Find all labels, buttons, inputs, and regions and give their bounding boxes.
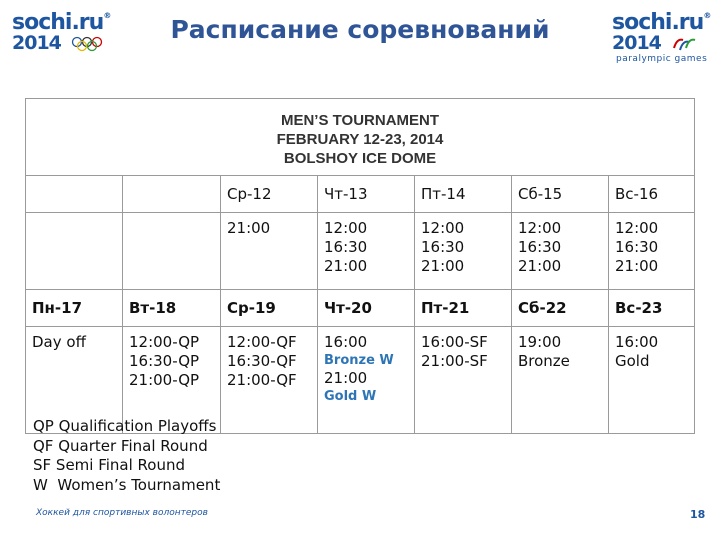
- time: 21:00: [615, 257, 659, 275]
- page-number: 18: [690, 508, 706, 521]
- time: 21:00-SF: [421, 352, 488, 370]
- day-header: Пт-14: [415, 176, 512, 213]
- legend-item: W Women’s Tournament: [33, 475, 221, 494]
- time: 12:00-QF: [227, 333, 297, 351]
- time: 21:00: [421, 257, 465, 275]
- time: 21:00-QF: [227, 371, 297, 389]
- legend-item: SF Semi Final Round: [33, 456, 186, 474]
- empty-cell: [123, 213, 221, 290]
- week1-times-row: [26, 213, 695, 290]
- times-cell: [609, 213, 695, 290]
- women-event-label: Bronze W: [324, 353, 394, 368]
- times-cell: [415, 213, 512, 290]
- times-cell: [415, 327, 512, 434]
- time: 16:30-QP: [129, 352, 200, 370]
- time: 16:30-QF: [227, 352, 297, 370]
- time: 16:00: [324, 333, 368, 351]
- time: 21:00: [518, 257, 562, 275]
- day-off-label: Day off: [32, 333, 86, 351]
- time: 16:30: [615, 238, 659, 256]
- legend-item: QF Quarter Final Round: [33, 436, 208, 455]
- logo-right-line2: 2014: [612, 32, 661, 54]
- olympic-rings-icon: [71, 36, 111, 52]
- time: 12:00: [421, 219, 465, 237]
- legend-item: QP Qualification Playoffs: [33, 417, 217, 435]
- times-cell: [221, 213, 318, 290]
- time: 16:30: [421, 238, 465, 256]
- time: 12:00: [518, 219, 562, 237]
- day-header: Ср-12: [221, 176, 318, 213]
- day-header: Вс-23: [609, 290, 695, 327]
- women-event-label: Gold W: [324, 389, 377, 404]
- day-header: Вс-16: [609, 176, 695, 213]
- times-cell: [609, 327, 695, 434]
- paralympic-agitos-icon: [671, 36, 697, 52]
- time: 21:00: [324, 369, 368, 387]
- empty-cell: [123, 176, 221, 213]
- week2-days-row: [26, 290, 695, 327]
- empty-cell: [26, 176, 123, 213]
- tournament-title: MEN’S TOURNAMENT: [280, 111, 440, 129]
- schedule-table: [25, 98, 695, 434]
- time: 21:00: [324, 257, 368, 275]
- logo-left-line2: 2014: [12, 32, 61, 54]
- times-cell: [318, 213, 415, 290]
- times-cell: [318, 327, 415, 434]
- tournament-header: [26, 99, 695, 176]
- times-cell: [512, 213, 609, 290]
- logo-right-line1: sochi.ru: [612, 10, 704, 35]
- times-cell: [512, 327, 609, 434]
- times-cell: [221, 327, 318, 434]
- time: 12:00: [324, 219, 368, 237]
- page-title: Расписание соревнований: [170, 15, 550, 44]
- medal-label: Gold: [615, 352, 650, 370]
- time: 16:30: [324, 238, 368, 256]
- time: 19:00: [518, 333, 562, 351]
- sochi-2014-olympic-logo: sochi.ru® 2014: [12, 10, 112, 54]
- time: 21:00: [227, 219, 271, 237]
- abbreviation-legend: [33, 417, 220, 495]
- day-header: Ср-19: [221, 290, 318, 327]
- day-header: Чт-13: [318, 176, 415, 213]
- day-header: Пт-21: [415, 290, 512, 327]
- day-header: Сб-15: [512, 176, 609, 213]
- day-header: Пн-17: [26, 290, 123, 327]
- day-header: Сб-22: [512, 290, 609, 327]
- time: 16:00: [615, 333, 659, 351]
- empty-cell: [26, 213, 123, 290]
- time: 12:00: [615, 219, 659, 237]
- medal-label: Bronze: [518, 352, 570, 370]
- logo-left-line1: sochi.ru: [12, 10, 104, 35]
- tournament-dates: FEBRUARY 12-23, 2014: [276, 130, 444, 148]
- time: 12:00-QP: [129, 333, 200, 351]
- footer-note: Хоккей для спортивных волонтеров: [36, 508, 208, 518]
- time: 16:30: [518, 238, 562, 256]
- time: 21:00-QP: [129, 371, 200, 389]
- tournament-venue: BOLSHOY ICE DOME: [283, 149, 437, 167]
- sochi-2014-paralympic-logo: sochi.ru® 2014 paralympic games: [612, 10, 712, 64]
- day-header: Вт-18: [123, 290, 221, 327]
- time: 16:00-SF: [421, 333, 488, 351]
- week1-days-row: [26, 176, 695, 213]
- day-header: Чт-20: [318, 290, 415, 327]
- logo-right-caption: paralympic games: [616, 54, 708, 64]
